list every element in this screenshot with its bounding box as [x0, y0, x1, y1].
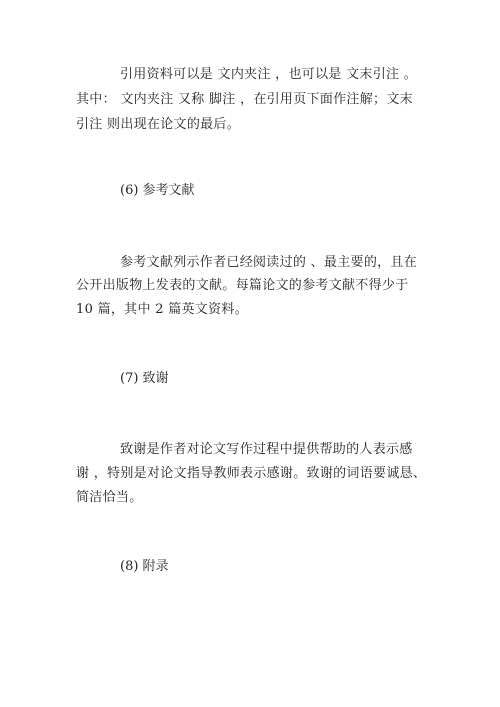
paragraph-line: 致谢是作者对论文写作过程中提供帮助的人表示感 [120, 442, 413, 457]
paragraph-line: 其中： 文内夹注 又称 脚注 ，在引用页下面作注解；文末 [76, 92, 413, 107]
paragraph-line: 简洁恰当。 [76, 490, 143, 505]
paragraph-line: 10 篇，其中 2 篇英文资料。 [76, 302, 249, 317]
paragraph-line: 参考文献列示作者已经阅读过的 、最主要的，且在 [120, 255, 418, 270]
section-heading-references: (6) 参考文献 [120, 183, 195, 198]
paragraph-line: 谢 ，特别是对论文指导教师表示感谢。致谢的词语要诚恳、 [76, 466, 427, 481]
paragraph-line: 公开出版物上发表的文献。每篇论文的参考文献不得少于 [76, 278, 409, 293]
paragraph-line: 引用资料可以是 文内夹注 ，也可以是 文末引注 。 [120, 67, 418, 82]
section-heading-appendix: (8) 附录 [120, 559, 169, 574]
paragraph-line: 引注 则出现在论文的最后。 [76, 117, 241, 132]
section-heading-acknowledgements: (7) 致谢 [120, 371, 169, 386]
